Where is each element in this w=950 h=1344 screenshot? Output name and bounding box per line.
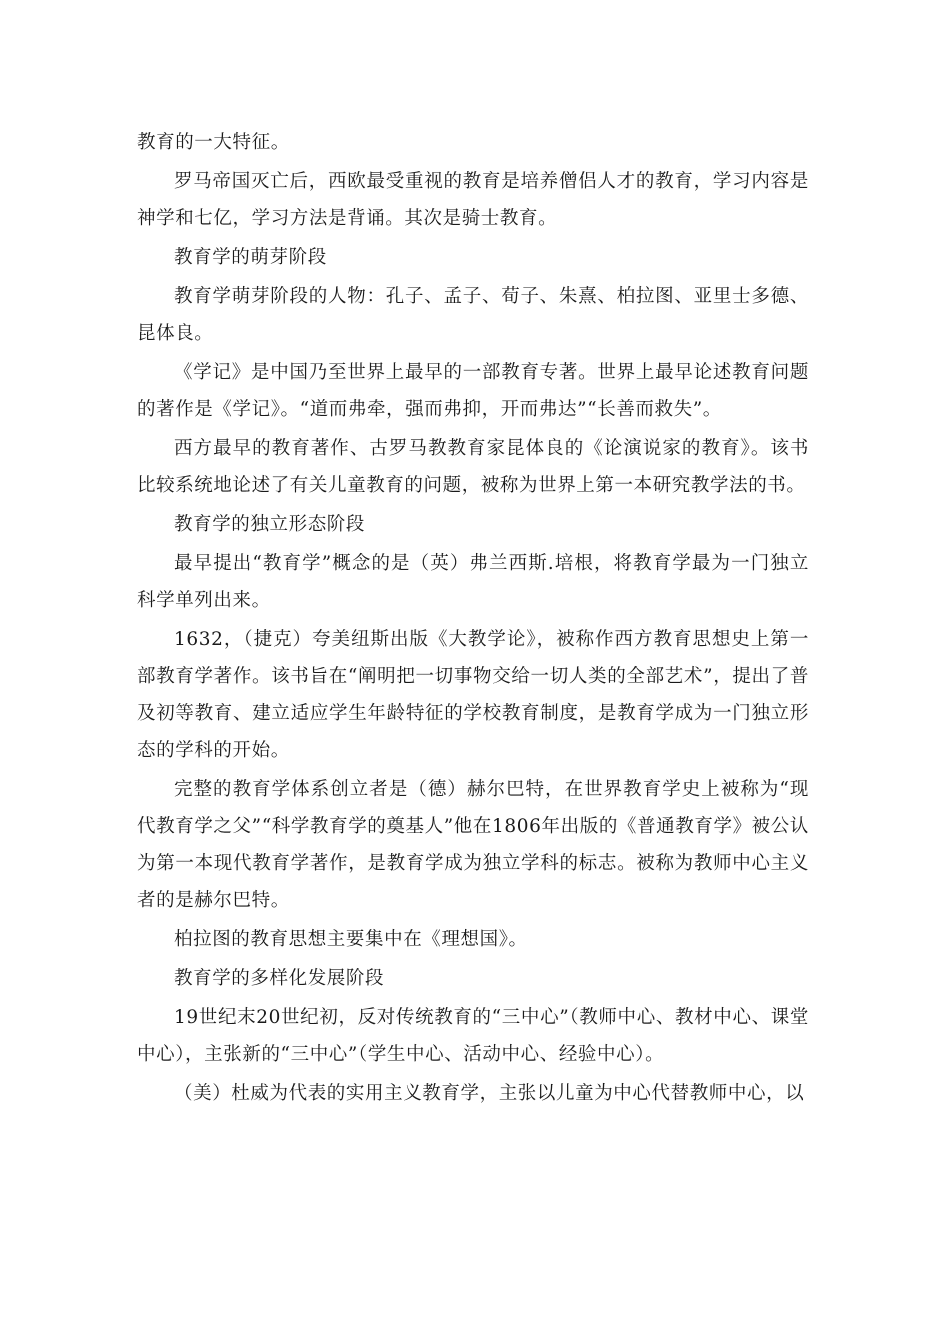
paragraph-bacon: 最早提出“教育学”概念的是（英）弗兰西斯.培根，将教育学最为一门独立科学单列出来。 [137, 553, 809, 611]
body-text [137, 124, 809, 1112]
paragraph-herbart: 完整的教育学体系创立者是（德）赫尔巴特，在世界教育学史上被称为“现代教育学之父”“科学教育学的奠基人”他在1806年出版的《普通教育学》被公认为第一本现代教育学著作，是教育学成为独立学科的标志。被称为教师中心主义者的是赫尔巴特。 [137, 779, 809, 911]
section-heading-sprout-stage: 教育学的萌芽阶段 [174, 247, 327, 268]
paragraph-dewey: （美）杜威为代表的实用主义教育学，主张以儿童为中心代替教师中心，以 [174, 1083, 805, 1104]
paragraph-plato: 柏拉图的教育思想主要集中在《理想国》。 [174, 929, 528, 950]
paragraph-continuation: 教育的一大特征。 [137, 132, 290, 153]
paragraph-three-centers: 19世纪末20世纪初，反对传统教育的“三中心”（教师中心、教材中心、课堂中心），主张新的“三中心”（学生中心、活动中心、经验中心）。 [137, 1007, 809, 1065]
section-heading-independent-stage: 教育学的独立形态阶段 [174, 514, 366, 535]
paragraph-xueji: 《学记》是中国乃至世界上最早的一部教育专著。世界上最早论述教育问题的著作是《学记》。“道而弗牵，强而弗抑，开而弗达”“长善而救失”。 [137, 362, 809, 420]
paragraph-comenius: 1632，（捷克）夸美纽斯出版《大教学论》，被称作西方教育思想史上第一部教育学著作。该书旨在“阐明把一切事物交给一切人类的全部艺术”，提出了普及初等教育、建立适应学生年龄特征的学校教育制度，是教育学成为一门独立形态的学科的开始。 [137, 629, 809, 761]
section-heading-diversified-stage: 教育学的多样化发展阶段 [174, 968, 385, 989]
paragraph-sprout-figures: 教育学萌芽阶段的人物：孔子、孟子、荀子、朱熹、柏拉图、亚里士多德、昆体良。 [137, 286, 809, 344]
paragraph-rome-education: 罗马帝国灭亡后，西欧最受重视的教育是培养僧侣人才的教育，学习内容是神学和七亿，学习方法是背诵。其次是骑士教育。 [137, 171, 809, 229]
paragraph-quintilian: 西方最早的教育著作、古罗马教教育家昆体良的《论演说家的教育》。该书比较系统地论述了有关儿童教育的问题，被称为世界上第一本研究教学法的书。 [137, 438, 809, 496]
